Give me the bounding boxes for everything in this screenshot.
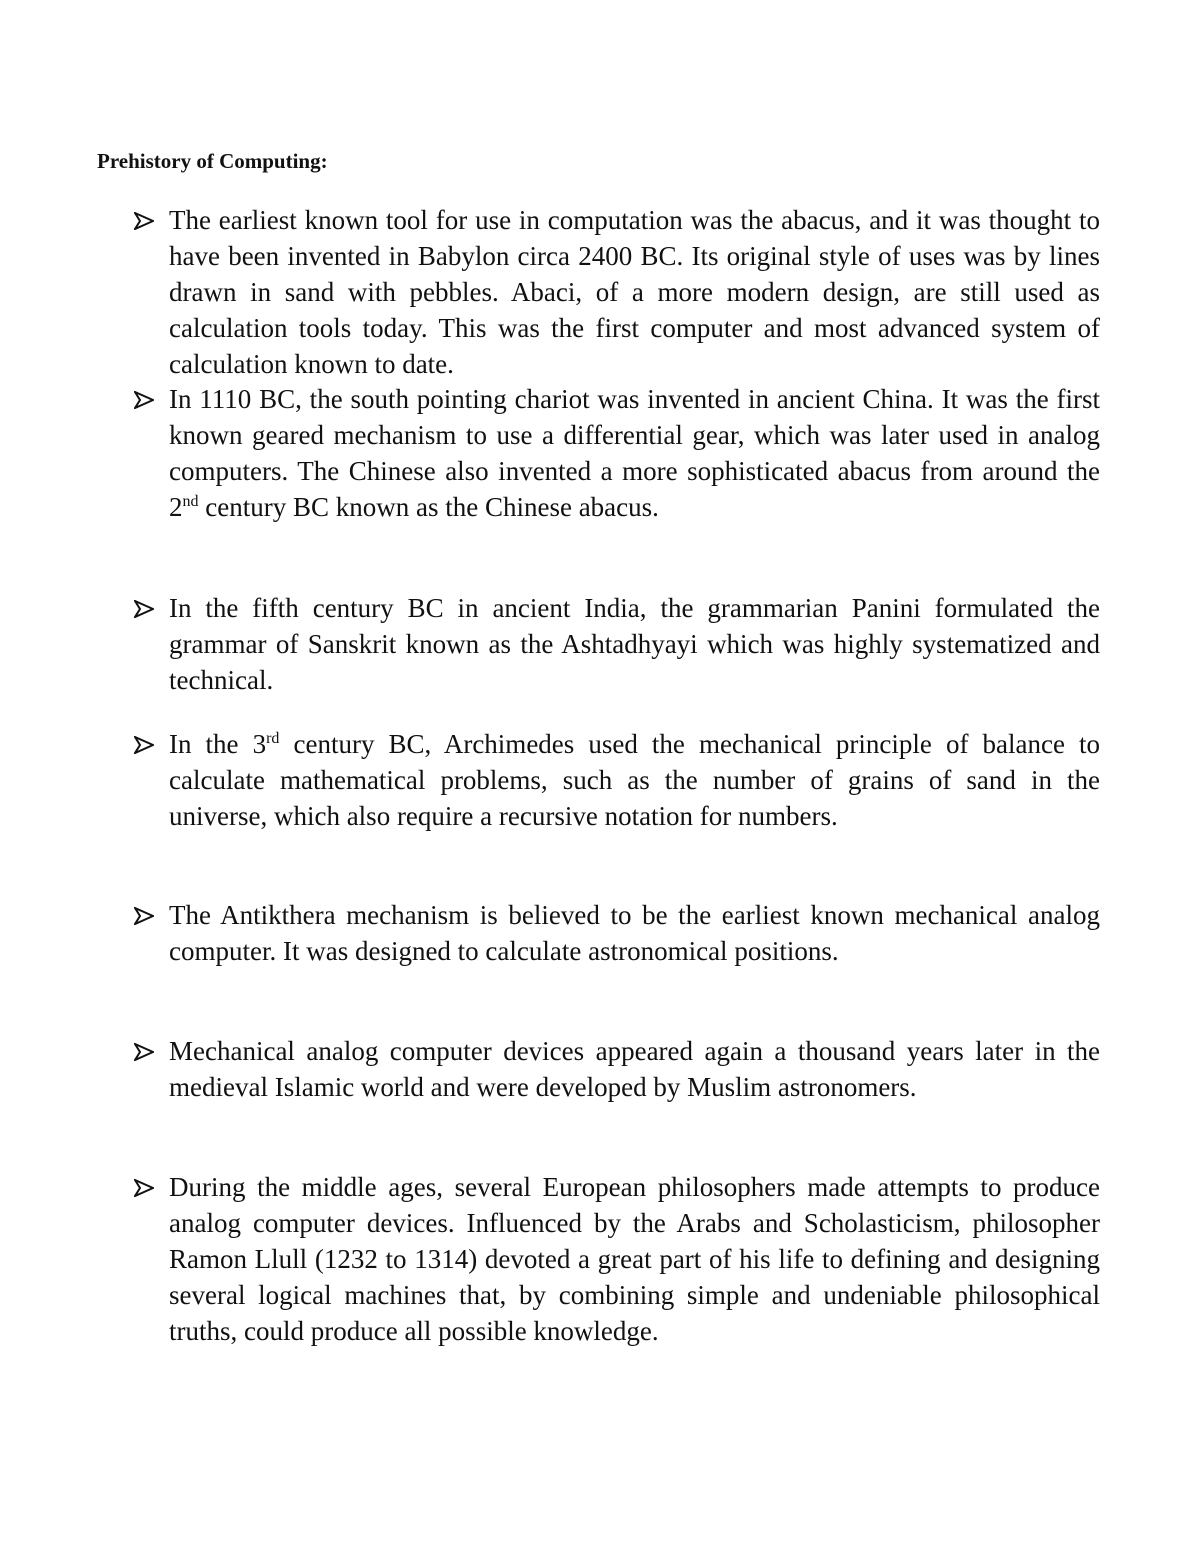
list-item [130, 590, 1100, 698]
ordinal-suffix: nd [182, 493, 199, 510]
arrowhead-bullet-icon [130, 1033, 166, 1069]
list-item [130, 726, 1100, 834]
list-item [130, 381, 1100, 525]
arrowhead-bullet-icon [130, 202, 166, 238]
list-item [130, 897, 1100, 969]
arrowhead-bullet-icon [130, 897, 166, 933]
list-item-text: During the middle ages, several European philosophers made attempts to produce analog computer devices. Influenced by the Arabs and Scholasticism, philosopher Ramon Llull (1232 to 1314) devoted a great part of his life to defining and designing several logical machines that, by combining simple and undeniable philosophical truths, could produce all possible knowledge. [169, 1172, 1100, 1346]
list-item [130, 1033, 1100, 1105]
list-item-text: The Antikthera mechanism is believed to be the earliest known mechanical analog computer. It was designed to calculate astronomical positions. [169, 900, 1100, 966]
list-item-text: The earliest known tool for use in computation was the abacus, and it was thought to have been invented in Babylon circa 2400 BC. Its original style of uses was by lines drawn in sand with pebbles. Abaci, of a more modern design, are still used as calculation tools today. This was the first computer and most advanced system of calculation known to date. [169, 205, 1100, 379]
page-title: Prehistory of Computing: [97, 149, 328, 173]
list-item-text: In 1110 BC, the south pointing chariot was invented in ancient China. It was the first known geared mechanism to use a differential gear, which was later used in analog computers. The Chinese also invented a more sophisticated abacus from around the 2nd century BC known as the Chinese abacus. [169, 384, 1100, 522]
ordinal-suffix: rd [266, 730, 280, 747]
arrowhead-bullet-icon [130, 1169, 166, 1205]
arrowhead-bullet-icon [130, 381, 166, 417]
arrowhead-bullet-icon [130, 590, 166, 626]
list-item-text: Mechanical analog computer devices appeared again a thousand years later in the medieval Islamic world and were developed by Muslim astronomers. [169, 1036, 1100, 1102]
list-item [130, 1169, 1100, 1349]
arrowhead-bullet-icon [130, 726, 166, 762]
list-item-text: In the fifth century BC in ancient India, the grammarian Panini formulated the grammar of Sanskrit known as the Ashtadhyayi which was highly systematized and technical. [169, 593, 1100, 695]
list-item-text: In the 3rd century BC, Archimedes used the mechanical principle of balance to calculate mathematical problems, such as the number of grains of sand in the universe, which also require a recursive notation for numbers. [169, 729, 1100, 831]
list-item [130, 202, 1100, 382]
